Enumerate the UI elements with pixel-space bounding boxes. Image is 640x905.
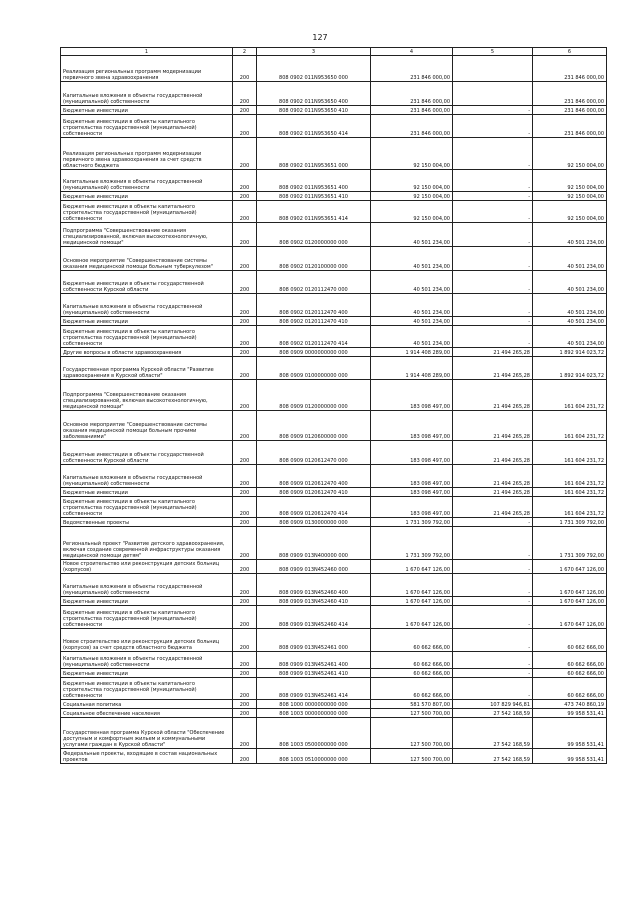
row-change-cell: 21 494 265,28 (453, 380, 533, 411)
row-change-cell: - (453, 138, 533, 170)
table-row (61, 527, 607, 560)
row-kbk-cell: 808 0902 011N953651 400 (257, 170, 371, 192)
budget-table (60, 47, 607, 764)
row-change-cell: - (453, 106, 533, 115)
row-change-cell: - (453, 317, 533, 326)
row-code-cell: 200 (233, 488, 257, 497)
table-row (61, 441, 607, 465)
row-name-cell: Капитальные вложения в объекты государственной (муниципальной) собственности (61, 294, 233, 317)
row-total-cell: 99 958 531,41 (533, 709, 607, 718)
row-amount-cell: 92 150 004,00 (371, 192, 453, 201)
row-kbk-cell: 808 0902 011N953650 414 (257, 115, 371, 138)
row-code-cell: 200 (233, 669, 257, 678)
row-change-cell: - (453, 247, 533, 271)
row-code-cell: 200 (233, 348, 257, 357)
row-kbk-cell: 808 0902 011N953650 410 (257, 106, 371, 115)
row-change-cell (453, 56, 533, 82)
row-change-cell: 27 542 168,59 (453, 709, 533, 718)
row-total-cell: 92 150 004,00 (533, 201, 607, 223)
row-change-cell: 21 494 265,28 (453, 411, 533, 441)
row-total-cell: 1 670 647 126,00 (533, 560, 607, 574)
row-change-cell: - (453, 518, 533, 527)
row-change-cell: - (453, 326, 533, 348)
table-row (61, 560, 607, 574)
table-row (61, 201, 607, 223)
row-total-cell: 1 892 914 023,72 (533, 357, 607, 380)
row-kbk-cell: 808 0909 013N452461 000 (257, 629, 371, 652)
row-code-cell: 200 (233, 518, 257, 527)
row-change-cell: 21 494 265,28 (453, 348, 533, 357)
row-code-cell: 200 (233, 170, 257, 192)
row-total-cell: 1 670 647 126,00 (533, 606, 607, 629)
row-amount-cell: 1 914 408 289,00 (371, 348, 453, 357)
row-code-cell: 200 (233, 629, 257, 652)
row-code-cell: 200 (233, 82, 257, 106)
row-kbk-cell: 808 0902 011N953651 000 (257, 138, 371, 170)
table-row (61, 106, 607, 115)
row-amount-cell: 1 914 408 289,00 (371, 357, 453, 380)
row-code-cell: 200 (233, 294, 257, 317)
row-kbk-cell: 808 0902 011N953650 400 (257, 82, 371, 106)
row-code-cell: 200 (233, 574, 257, 597)
row-kbk-cell: 808 0902 0120112470 410 (257, 317, 371, 326)
table-row (61, 380, 607, 411)
row-change-cell: 21 494 265,28 (453, 441, 533, 465)
row-name-cell: Бюджетные инвестиции в объекты капитального строительства государственной (муниципальной) собственности (61, 115, 233, 138)
row-change-cell (453, 82, 533, 106)
row-amount-cell: 60 662 666,00 (371, 678, 453, 700)
column-header: 5 (453, 48, 533, 56)
row-name-cell: Бюджетные инвестиции в объекты государственной собственности Курской области (61, 271, 233, 294)
row-change-cell: - (453, 606, 533, 629)
row-code-cell: 200 (233, 380, 257, 411)
column-header: 6 (533, 48, 607, 56)
table-row (61, 669, 607, 678)
row-amount-cell: 183 098 497,00 (371, 465, 453, 488)
row-amount-cell: 231 846 000,00 (371, 56, 453, 82)
row-name-cell: Реализация региональных программ модернизации первичного звена здравоохранения (61, 56, 233, 82)
row-kbk-cell: 808 0902 0120100000 000 (257, 247, 371, 271)
row-name-cell: Новое строительство или реконструкция детских больниц (корпусов) за счет средств областного бюджета (61, 629, 233, 652)
row-code-cell: 200 (233, 718, 257, 749)
row-total-cell: 92 150 004,00 (533, 192, 607, 201)
row-change-cell: - (453, 170, 533, 192)
row-amount-cell: 231 846 000,00 (371, 106, 453, 115)
row-amount-cell: 40 501 234,00 (371, 247, 453, 271)
row-kbk-cell: 808 0902 0120112470 414 (257, 326, 371, 348)
table-row (61, 574, 607, 597)
table-row (61, 678, 607, 700)
row-code-cell: 200 (233, 700, 257, 709)
row-kbk-cell: 808 1003 0500000000 000 (257, 718, 371, 749)
row-kbk-cell: 808 1003 0000000000 000 (257, 709, 371, 718)
row-kbk-cell: 808 0909 013N452460 410 (257, 597, 371, 606)
row-code-cell: 200 (233, 247, 257, 271)
column-header: 1 (61, 48, 233, 56)
row-name-cell: Капитальные вложения в объекты государственной (муниципальной) собственности (61, 170, 233, 192)
row-kbk-cell: 808 0902 0120112470 400 (257, 294, 371, 317)
row-code-cell: 200 (233, 138, 257, 170)
row-total-cell: 60 662 666,00 (533, 629, 607, 652)
row-name-cell: Основное мероприятие "Совершенствование системы оказания медицинской помощи больным туберкулезом" (61, 247, 233, 271)
row-name-cell: Подпрограмма "Совершенствование оказания специализированной, включая высокотехнологичную, медицинской помощи" (61, 380, 233, 411)
row-change-cell: - (453, 652, 533, 669)
row-name-cell: Бюджетные инвестиции в объекты капитального строительства государственной (муниципальной) собственности (61, 678, 233, 700)
row-name-cell: Бюджетные инвестиции (61, 488, 233, 497)
table-row (61, 223, 607, 247)
row-code-cell: 200 (233, 223, 257, 247)
row-total-cell: 231 846 000,00 (533, 82, 607, 106)
row-change-cell: 27 542 168,59 (453, 749, 533, 764)
row-amount-cell: 183 098 497,00 (371, 488, 453, 497)
row-amount-cell: 40 501 234,00 (371, 326, 453, 348)
row-change-cell: - (453, 527, 533, 560)
row-amount-cell: 183 098 497,00 (371, 497, 453, 518)
row-total-cell: 1 731 309 792,00 (533, 518, 607, 527)
row-total-cell: 92 150 004,00 (533, 138, 607, 170)
row-amount-cell: 92 150 004,00 (371, 201, 453, 223)
table-row (61, 749, 607, 764)
row-code-cell: 200 (233, 201, 257, 223)
row-change-cell: 21 494 265,28 (453, 465, 533, 488)
row-code-cell: 200 (233, 326, 257, 348)
row-name-cell: Бюджетные инвестиции в объекты капитального строительства государственной (муниципальной) собственности (61, 201, 233, 223)
row-amount-cell: 60 662 666,00 (371, 669, 453, 678)
row-name-cell: Бюджетные инвестиции (61, 317, 233, 326)
header-row (61, 48, 607, 56)
row-change-cell: - (453, 560, 533, 574)
table-row (61, 357, 607, 380)
row-amount-cell: 183 098 497,00 (371, 380, 453, 411)
row-name-cell: Бюджетные инвестиции (61, 669, 233, 678)
table-row (61, 411, 607, 441)
row-name-cell: Новое строительство или реконструкция детских больниц (корпусов) (61, 560, 233, 574)
row-total-cell: 99 958 531,41 (533, 749, 607, 764)
table-row (61, 606, 607, 629)
row-change-cell: - (453, 192, 533, 201)
row-code-cell: 200 (233, 597, 257, 606)
row-code-cell: 200 (233, 560, 257, 574)
row-name-cell: Бюджетные инвестиции в объекты капитального строительства государственной (муниципальной) собственности (61, 326, 233, 348)
row-kbk-cell: 808 0902 011N953650 000 (257, 56, 371, 82)
row-kbk-cell: 808 0902 0120000000 000 (257, 223, 371, 247)
row-change-cell: - (453, 597, 533, 606)
row-code-cell: 200 (233, 192, 257, 201)
row-total-cell: 1 892 914 023,72 (533, 348, 607, 357)
row-change-cell: 21 494 265,28 (453, 488, 533, 497)
row-kbk-cell: 808 1000 0000000000 000 (257, 700, 371, 709)
row-name-cell: Бюджетные инвестиции (61, 597, 233, 606)
row-code-cell: 200 (233, 652, 257, 669)
row-total-cell: 1 670 647 126,00 (533, 597, 607, 606)
row-kbk-cell: 808 0909 0130000000 000 (257, 518, 371, 527)
row-amount-cell: 40 501 234,00 (371, 223, 453, 247)
row-total-cell: 473 740 860,19 (533, 700, 607, 709)
row-code-cell: 200 (233, 411, 257, 441)
table-row (61, 247, 607, 271)
row-code-cell: 200 (233, 317, 257, 326)
row-code-cell: 200 (233, 709, 257, 718)
row-name-cell: Ведомственные проекты (61, 518, 233, 527)
table-row (61, 192, 607, 201)
row-amount-cell: 40 501 234,00 (371, 294, 453, 317)
row-change-cell: - (453, 201, 533, 223)
row-change-cell: - (453, 271, 533, 294)
row-total-cell: 60 662 666,00 (533, 652, 607, 669)
row-total-cell: 161 604 231,72 (533, 441, 607, 465)
row-amount-cell: 1 731 309 792,00 (371, 518, 453, 527)
row-code-cell: 200 (233, 56, 257, 82)
row-amount-cell: 127 500 700,00 (371, 718, 453, 749)
row-change-cell: 21 494 265,28 (453, 357, 533, 380)
row-amount-cell: 231 846 000,00 (371, 115, 453, 138)
row-total-cell: 231 846 000,00 (533, 106, 607, 115)
table-row (61, 497, 607, 518)
row-name-cell: Федеральные проекты, входящие в состав национальных проектов (61, 749, 233, 764)
row-code-cell: 200 (233, 357, 257, 380)
row-kbk-cell: 808 0902 011N953651 414 (257, 201, 371, 223)
row-change-cell: - (453, 574, 533, 597)
row-kbk-cell: 808 0909 0120612470 410 (257, 488, 371, 497)
row-kbk-cell: 808 0909 0120600000 000 (257, 411, 371, 441)
table-row (61, 271, 607, 294)
row-kbk-cell: 808 0902 011N953651 410 (257, 192, 371, 201)
row-kbk-cell: 808 0909 013N452461 400 (257, 652, 371, 669)
row-total-cell: 40 501 234,00 (533, 294, 607, 317)
row-total-cell: 99 958 531,41 (533, 718, 607, 749)
row-kbk-cell: 808 0909 013N452460 000 (257, 560, 371, 574)
row-total-cell: 161 604 231,72 (533, 465, 607, 488)
row-kbk-cell: 808 0909 013N452460 400 (257, 574, 371, 597)
row-amount-cell: 581 570 807,00 (371, 700, 453, 709)
table-row (61, 115, 607, 138)
row-amount-cell: 1 731 309 792,00 (371, 527, 453, 560)
row-amount-cell: 1 670 647 126,00 (371, 606, 453, 629)
row-total-cell: 161 604 231,72 (533, 497, 607, 518)
table-row (61, 82, 607, 106)
row-name-cell: Бюджетные инвестиции (61, 106, 233, 115)
row-name-cell: Бюджетные инвестиции в объекты государственной собственности Курской области (61, 441, 233, 465)
row-name-cell: Социальное обеспечение населения (61, 709, 233, 718)
row-kbk-cell: 808 0909 0100000000 000 (257, 357, 371, 380)
row-name-cell: Подпрограмма "Совершенствование оказания специализированной, включая высокотехнологичную, медицинской помощи" (61, 223, 233, 247)
row-kbk-cell: 808 0909 013N452461 410 (257, 669, 371, 678)
row-code-cell: 200 (233, 106, 257, 115)
row-name-cell: Капитальные вложения в объекты государственной (муниципальной) собственности (61, 652, 233, 669)
table-row (61, 138, 607, 170)
row-name-cell: Основное мероприятие "Совершенствование системы оказания медицинской помощи больным прочими заболеваниями" (61, 411, 233, 441)
table-row (61, 652, 607, 669)
table-row (61, 326, 607, 348)
row-total-cell: 161 604 231,72 (533, 488, 607, 497)
row-kbk-cell: 808 0909 0120000000 000 (257, 380, 371, 411)
table-row (61, 518, 607, 527)
row-change-cell: 107 829 946,81 (453, 700, 533, 709)
row-code-cell: 200 (233, 497, 257, 518)
row-amount-cell: 40 501 234,00 (371, 271, 453, 294)
row-total-cell: 40 501 234,00 (533, 317, 607, 326)
row-total-cell: 1 670 647 126,00 (533, 574, 607, 597)
row-kbk-cell: 808 0909 0120612470 414 (257, 497, 371, 518)
table-row (61, 629, 607, 652)
row-code-cell: 200 (233, 527, 257, 560)
row-kbk-cell: 808 1003 0510000000 000 (257, 749, 371, 764)
table-row (61, 294, 607, 317)
table-row (61, 700, 607, 709)
row-amount-cell: 1 670 647 126,00 (371, 597, 453, 606)
row-amount-cell: 60 662 666,00 (371, 629, 453, 652)
row-code-cell: 200 (233, 606, 257, 629)
row-amount-cell: 92 150 004,00 (371, 170, 453, 192)
column-header: 4 (371, 48, 453, 56)
row-amount-cell: 127 500 700,00 (371, 709, 453, 718)
row-change-cell: - (453, 678, 533, 700)
column-header: 3 (257, 48, 371, 56)
row-amount-cell: 92 150 004,00 (371, 138, 453, 170)
row-code-cell: 200 (233, 678, 257, 700)
row-name-cell: Социальная политика (61, 700, 233, 709)
row-name-cell: Бюджетные инвестиции в объекты капитального строительства государственной (муниципальной) собственности (61, 606, 233, 629)
table-row (61, 718, 607, 749)
row-amount-cell: 60 662 666,00 (371, 652, 453, 669)
row-total-cell: 161 604 231,72 (533, 411, 607, 441)
row-change-cell: - (453, 294, 533, 317)
table-row (61, 709, 607, 718)
row-total-cell: 40 501 234,00 (533, 326, 607, 348)
row-code-cell: 200 (233, 271, 257, 294)
row-kbk-cell: 808 0909 0120612470 000 (257, 441, 371, 465)
row-name-cell: Другие вопросы в области здравоохранения (61, 348, 233, 357)
table-row (61, 317, 607, 326)
row-name-cell: Государственная программа Курской области "Обеспечение доступным и комфортным жильем и коммунальными услугами граждан в Курской области" (61, 718, 233, 749)
row-name-cell: Капитальные вложения в объекты государственной (муниципальной) собственности (61, 82, 233, 106)
row-kbk-cell: 808 0909 0000000000 000 (257, 348, 371, 357)
row-amount-cell: 183 098 497,00 (371, 441, 453, 465)
table-row (61, 597, 607, 606)
table-row (61, 348, 607, 357)
row-total-cell: 40 501 234,00 (533, 247, 607, 271)
row-change-cell: 27 542 168,59 (453, 718, 533, 749)
page-number: 127 (312, 33, 328, 42)
table-row (61, 56, 607, 82)
row-name-cell: Государственная программа Курской области "Развитие здравоохранения в Курской области" (61, 357, 233, 380)
row-name-cell: Реализация региональных программ модернизации первичного звена здравоохранения за счет средств областного бюджета (61, 138, 233, 170)
table-body (61, 56, 607, 764)
column-header: 2 (233, 48, 257, 56)
row-code-cell: 200 (233, 465, 257, 488)
table-row (61, 170, 607, 192)
row-change-cell: - (453, 669, 533, 678)
row-change-cell: - (453, 223, 533, 247)
row-name-cell: Капитальные вложения в объекты государственной (муниципальной) собственности (61, 465, 233, 488)
row-name-cell: Бюджетные инвестиции в объекты капитального строительства государственной (муниципальной) собственности (61, 497, 233, 518)
row-kbk-cell: 808 0909 0120612470 400 (257, 465, 371, 488)
row-amount-cell: 1 670 647 126,00 (371, 574, 453, 597)
row-total-cell: 1 731 309 792,00 (533, 527, 607, 560)
row-total-cell: 60 662 666,00 (533, 669, 607, 678)
row-amount-cell: 127 500 700,00 (371, 749, 453, 764)
row-kbk-cell: 808 0909 013N452460 414 (257, 606, 371, 629)
row-total-cell: 231 846 000,00 (533, 56, 607, 82)
row-code-cell: 200 (233, 115, 257, 138)
row-change-cell: 21 494 265,28 (453, 497, 533, 518)
row-total-cell: 40 501 234,00 (533, 223, 607, 247)
row-amount-cell: 40 501 234,00 (371, 317, 453, 326)
row-total-cell: 161 604 231,72 (533, 380, 607, 411)
row-total-cell: 40 501 234,00 (533, 271, 607, 294)
row-total-cell: 60 662 666,00 (533, 678, 607, 700)
row-total-cell: 231 846 000,00 (533, 115, 607, 138)
table-row (61, 488, 607, 497)
row-amount-cell: 183 098 497,00 (371, 411, 453, 441)
row-name-cell: Региональный проект "Развитие детского здравоохранения, включая создание современной инфраструктуры оказания медицинской помощи детям" (61, 527, 233, 560)
row-kbk-cell: 808 0909 013N452461 414 (257, 678, 371, 700)
row-change-cell: - (453, 115, 533, 138)
row-total-cell: 92 150 004,00 (533, 170, 607, 192)
row-amount-cell: 1 670 647 126,00 (371, 560, 453, 574)
row-kbk-cell: 808 0909 013N400000 000 (257, 527, 371, 560)
row-kbk-cell: 808 0902 0120112470 000 (257, 271, 371, 294)
row-amount-cell: 231 846 000,00 (371, 82, 453, 106)
row-name-cell: Капитальные вложения в объекты государственной (муниципальной) собственности (61, 574, 233, 597)
row-change-cell: - (453, 629, 533, 652)
row-code-cell: 200 (233, 441, 257, 465)
row-code-cell: 200 (233, 749, 257, 764)
table-row (61, 465, 607, 488)
row-name-cell: Бюджетные инвестиции (61, 192, 233, 201)
